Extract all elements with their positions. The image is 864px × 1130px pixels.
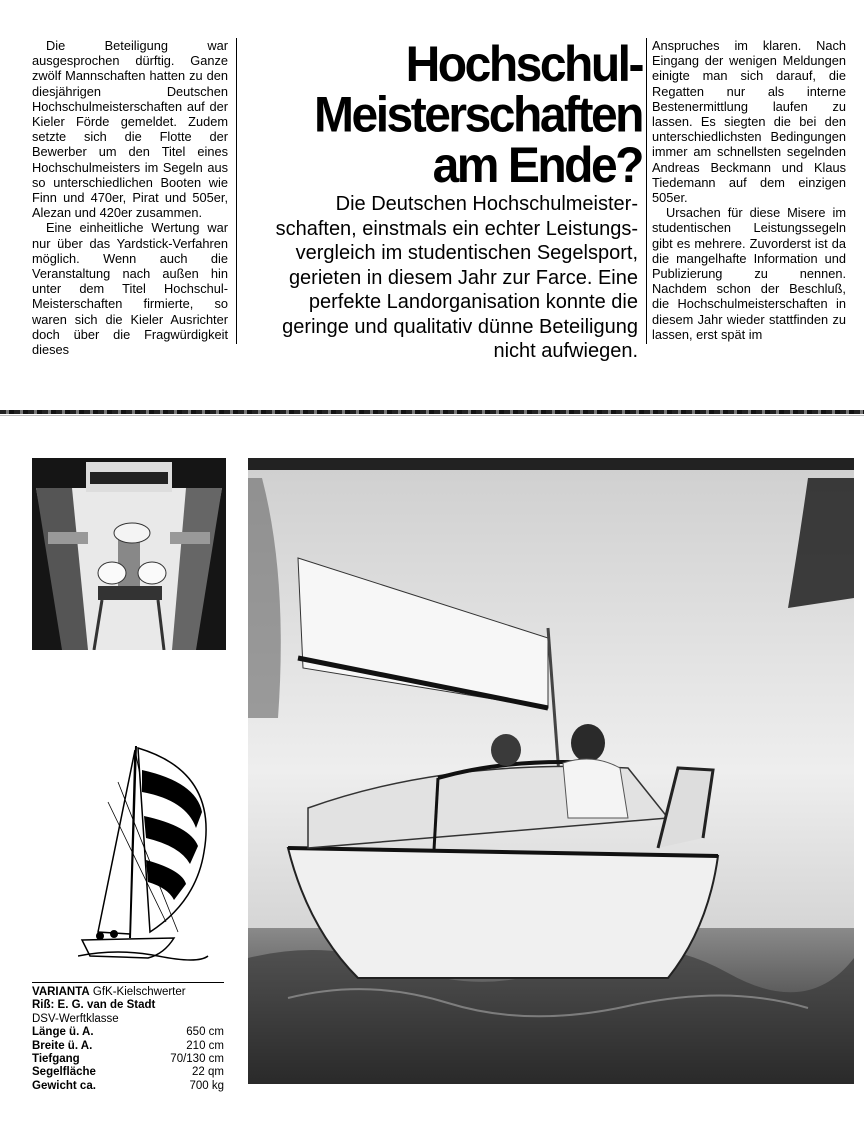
spec-boat-type: GfK-Kielschwerter [92,986,186,998]
boat-spec-box [32,982,224,1093]
article-column-right [652,38,846,342]
sail-plan-illustration [78,742,210,972]
sailing-boat-photo [248,458,854,1084]
lead-line: geringe und qualitativ dünne Beteiligung [282,315,638,338]
page-divider [0,410,864,414]
paragraph: Ursachen für diese Misere im studentischen Leistungssegeln gibt es mehrere. Zuvorderst ist da die mangelhafte Information und Publizierung zu nennen. Nachdem schon der Beschluß, die Hochschulmeisterschaften in diesem Jahr wieder stattfinden zu lassen, erst spät im [652,205,846,342]
spec-boat-name: VARIANTA [32,986,90,998]
lead-paragraph [248,192,638,364]
lead-line: gerieten in diesem Jahr zur Farce. Eine [288,266,638,289]
lead-line: nicht aufwiegen. [493,340,638,362]
column-rule [646,38,647,344]
headline-line: am Ende? [432,137,642,194]
spec-row: Gewicht ca. 700 kg [32,1079,224,1092]
paragraph: Eine einheitliche Wertung war nur über das Yardstick-Verfahren möglich. Wenn auch die Veranstaltung nach außen hin unter dem Titel Hochschul-Meisterschaften firmierte, so waren sich die Kieler Ausrichter doch über die Fragwürdigkeit dieses [32,220,228,358]
spec-row: Breite ü. A. 210 cm [32,1039,224,1052]
lead-line: schaften, einstmals ein echter Leistungs- [275,217,638,240]
paragraph: Die Beteiligung war ausgesprochen dürftig. Ganze zwölf Mannschaften hatten zu den diesjährigen Deutschen Hochschulmeisterschaften auf der Kieler Förde gemeldet. Zudem setzte sich die Flotte der Bewerber um den Titel eines Hochschulmeisters im Segeln aus so unterschiedlichen Booten wie Finn und 470er, Pirat und 505er, Alezan und 420er zusammen. [32,38,228,221]
headline [238,36,642,194]
spec-title-line [32,982,224,999]
spec-row: Länge ü. A. 650 cm [32,1026,224,1039]
lead-line: Die Deutschen Hochschulmeister- [335,193,638,215]
spec-yard: DSV-Werftklasse [32,1012,119,1025]
spec-row: Segelfläche 22 qm [32,1066,224,1079]
spec-designer: Riß: E. G. van de Stadt [32,999,156,1012]
spec-row: Tiefgang 70/130 cm [32,1053,224,1066]
headline-line: Meisterschaften [314,87,642,143]
lead-line: perfekte Landorganisation konnte die [308,291,638,313]
cabin-photo [32,458,226,650]
lead-line: vergleich im studentischen Segelsport, [295,242,638,264]
page-divider-thin [0,415,864,416]
column-rule [236,38,237,344]
headline-line: Hochschul- [405,36,642,93]
paragraph: Anspruches im klaren. Nach Eingang der wenigen Meldungen einigte man sich darauf, die Regatten nur als interne Bestenermittlung laufen zu lassen. Es siegten die bei den unterschiedlichsten Bedingungen immer am schnellsten segelnden Andreas Beckmann und Klaus Tiedemann auf dem einzigen 505er. [652,38,846,206]
article-column-left [32,38,228,357]
